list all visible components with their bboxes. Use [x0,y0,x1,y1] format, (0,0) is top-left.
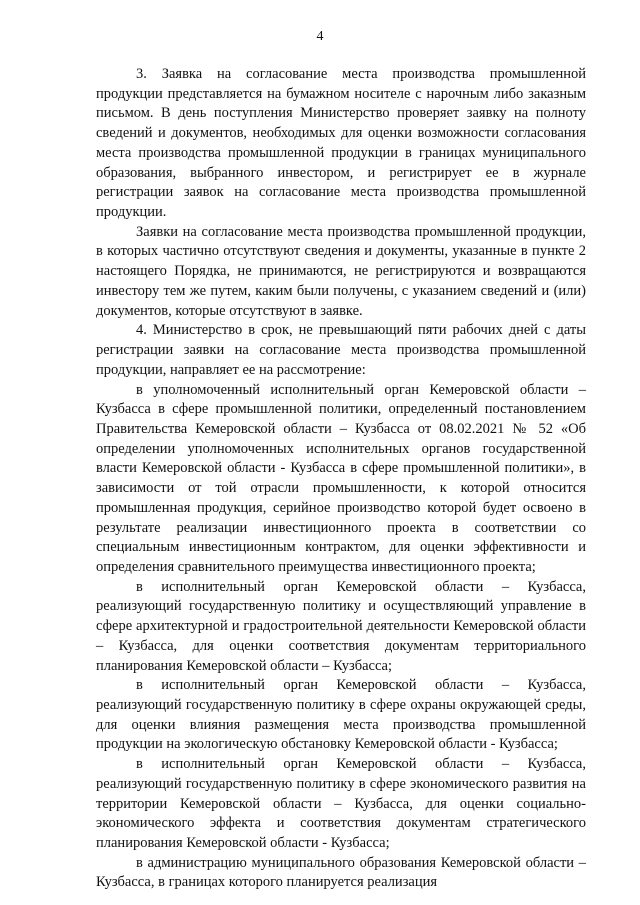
body-text [96,65,586,893]
paragraph-incomplete-applications: Заявки на согласование места производства промышленной продукции, в которых частично отсутствуют сведения и документы, указанные в пункте 2 настоящего Порядка, не принимаются, не регистрируются и возвращаются инвестору тем же путем, каким были получены, с указанием сведений и (или) документов, которые отсутствуют в заявке. [96,223,586,319]
list-item-architecture-body: в исполнительный орган Кемеровской области – Кузбасса, реализующий государственную политику и осуществляющий управление в сфере архитектурной и градостроительной деятельности Кемеровской области – Кузбасса, для оценки соответствия документам территориального планирования Кемеровской области – Кузбасса; [96,578,586,674]
list-item-economic-body: в исполнительный орган Кемеровской области – Кузбасса, реализующий государственную политику в сфере экономического развития на территории Кемеровской области – Кузбасса, для оценки социально-экономического эффекта и соответствия документам стратегического планирования Кемеровской области - Кузбасса; [96,756,586,852]
paragraph-3-application: 3. Заявка на согласование места производства промышленной продукции представляется на бумажном носителе с нарочным либо заказным письмом. В день поступления Министерство проверяет заявку на полноту сведений и документов, необходимых для оценки возможности согласования места производства промышленной продукции в границах муниципального образования, выбранного инвестором, и регистрирует ее в журнале регистрации заявок на согласование места производства промышленной продукции. [96,66,586,221]
paragraph-4-review: 4. Министерство в срок, не превышающий пяти рабочих дней с даты регистрации заявки на согласование места производства промышленной продукции, направляет ее на рассмотрение: [96,322,586,378]
list-item-industrial-policy-body: в уполномоченный исполнительный орган Кемеровской области – Кузбасса в сфере промышленной политики, определенный постановлением Правительства Кемеровской области – Кузбасса от 08.02.2021 № 52 «Об определении уполномоченных исполнительных органов государственной власти Кемеровской области - Кузбасса в сфере промышленной политики», в зависимости от той отрасли промышленности, к которой относится промышленная продукция, серийное производство которой будет освоено в результате реализации инвестиционного проекта в соответствии со специальным инвестиционным контрактом, для оценки эффективности и определения сравнительного преимущества инвестиционного проекта; [96,381,586,575]
list-item-municipal-administration: в администрацию муниципального образования Кемеровской области – Кузбасса, в границах которого планируется реализация [96,854,586,891]
list-item-environment-body: в исполнительный орган Кемеровской области – Кузбасса, реализующий государственную политику в сфере охраны окружающей среды, для оценки влияния размещения места производства промышленной продукции на экологическую обстановку Кемеровской области - Кузбасса; [96,677,586,753]
page-number: 4 [316,29,324,44]
